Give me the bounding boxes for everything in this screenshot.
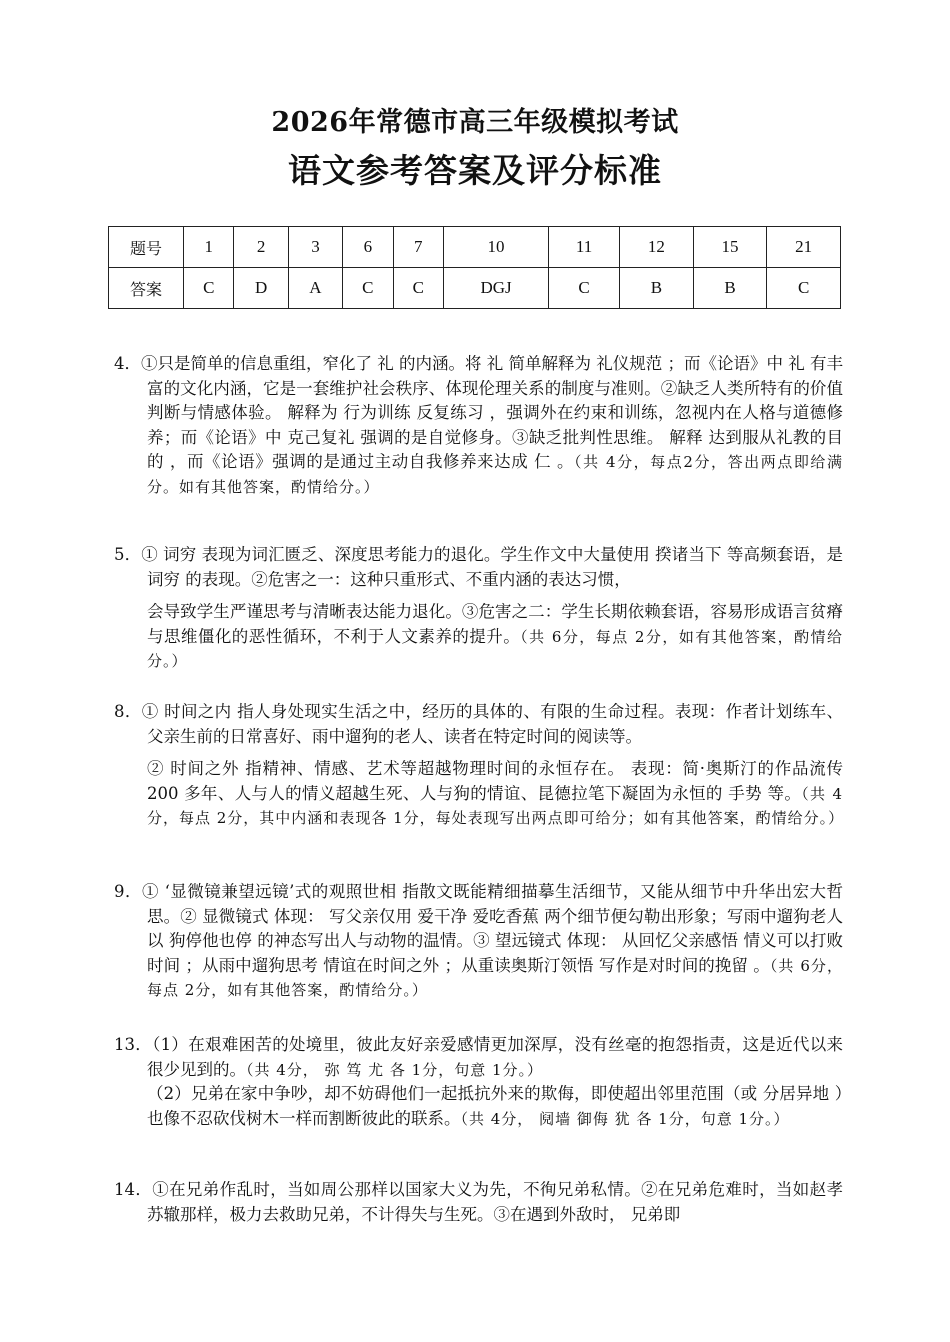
row-label-question: 题号 — [109, 227, 184, 268]
item-text: ② 时间之外 指精神、情感、艺术等超越物理时间的永恒存在。 表现：简·奥斯汀的作品流传 200 多年、人与人的情义超越生死、人与狗的情谊、昆德拉笔下凝固为永恒的 手势 等。（共 4分，每点 2分，其中内涵和表现各 1分，每处表现写出两点即可给分；如有其他答案，酌情给分。） — [147, 759, 845, 827]
answer-item-5 — [108, 543, 843, 674]
answer-item-13 — [108, 1033, 843, 1131]
table-cell: 15 — [693, 227, 767, 268]
table-cell: 10 — [444, 227, 549, 268]
item-text: 4．①只是简单的信息重组，窄化了 礼 的内涵。将 礼 简单解释为 礼仪规范 ；而《论语》中 礼 有丰富的文化内涵，它是一套维护社会秩序、体现伦理关系的制度与准则。②缺乏人类所特有的价值判断与情感体验。 解释为 行为训练 反复练习 ，强调外在约束和训练，忽视内在人格与道德修养；而《论语》中 克己复礼 强调的是自觉修身。③缺乏批判性思维。 解释 达到服从礼教的目的 ，而《论语》强调的是通过主动自我修养来达成 仁 。（共 4分，每点2分，答出两点即给满分。如有其他答案，酌情给分。） — [114, 354, 843, 496]
table-cell: B — [693, 268, 767, 309]
table-cell: 6 — [343, 227, 393, 268]
table-cell: DGJ — [444, 268, 549, 309]
table-cell: C — [343, 268, 393, 309]
item-text: 会导致学生严谨思考与清晰表达能力退化。③危害之二：学生长期依赖套语，容易形成语言贫瘠与思维僵化的恶性循环，不利于人文素养的提升。（共 6分，每点 2分，如有其他答案，酌情给分。） — [147, 602, 844, 670]
table-cell: C — [393, 268, 443, 309]
table-cell: 21 — [767, 227, 841, 268]
item-text: 9．① ‘显微镜兼望远镜’式的观照世相 指散文既能精细描摹生活细节，又能从细节中升华出宏大哲思。② 显微镜式 体现： 写父亲仅用 爱干净 爱吃香蕉 两个细节便勾勒出形象；写雨中遛狗老人以 狗停他也停 的神态写出人与动物的温情。③ 望远镜式 体现： 从回忆父亲感悟 情义可以打败时间 ；从雨中遛狗思考 情谊在时间之外 ；从重读奥斯汀领悟 写作是对时间的挽留 。（共 6分，每点 2分，如有其他答案，酌情给分。） — [114, 882, 843, 999]
scoring-note: （共 6分，每点 2分，如有其他答案，酌情给分。） — [147, 627, 844, 670]
answer-item-8 — [108, 700, 843, 831]
item-text: 5．① 词穷 表现为词汇匮乏、深度思考能力的退化。学生作文中大量使用 揆诸当下 等高频套语，是 词穷 的表现。②危害之一：这种只重形式、不重内涵的表达习惯， — [114, 545, 844, 589]
table-row — [109, 227, 841, 268]
answer-item-14 — [108, 1178, 843, 1227]
scoring-note: （共 4分， 阋墙 御侮 犹 各 1分，句意 1分。） — [460, 1109, 790, 1128]
item-number: 13． — [114, 1035, 153, 1054]
table-cell: 3 — [288, 227, 342, 268]
table-cell: 11 — [549, 227, 620, 268]
item-number: 4． — [114, 354, 141, 373]
table-cell: 12 — [620, 227, 694, 268]
item-number: 14． — [114, 1180, 153, 1199]
table-cell: 7 — [393, 227, 443, 268]
table-cell: C — [184, 268, 234, 309]
answer-item-9 — [108, 880, 843, 1003]
scoring-note: （共 4分，每点2分，答出两点即给满分。如有其他答案，酌情给分。） — [147, 453, 843, 496]
scoring-note: （共 4分，每点 2分，其中内涵和表现各 1分，每处表现写出两点即可给分；如有其他答案，酌情给分。） — [147, 784, 845, 827]
item-text: 14．①在兄弟作乱时，当如周公那样以国家大义为先，不徇兄弟私情。②在兄弟危难时，当如赵孝苏辙那样，极力去救助兄弟，不计得失与生死。③在遇到外敌时， 兄弟即 — [114, 1180, 844, 1224]
scoring-note: （共 6分，每点 2分，如有其他答案，酌情给分。） — [147, 956, 843, 999]
row-label-answer: 答案 — [109, 268, 184, 309]
table-cell: C — [549, 268, 620, 309]
item-number: 5． — [114, 545, 142, 564]
table-cell: B — [620, 268, 694, 309]
item-text: 8．① 时间之内 指人身处现实生活之中，经历的具体的、有限的生命过程。表现：作者计划练车、父亲生前的日常喜好、雨中遛狗的老人、读者在特定时间的阅读等。 — [114, 702, 843, 746]
scoring-note: （共 4分， 弥 笃 尤 各 1分，句意 1分。） — [246, 1060, 544, 1079]
item-number: 8． — [114, 702, 142, 721]
table-cell: 1 — [184, 227, 234, 268]
answer-item-4 — [108, 352, 843, 499]
table-cell: 2 — [234, 227, 288, 268]
item-text: 13．（1）在艰难困苦的处境里，彼此友好亲爱感情更加深厚，没有丝毫的抱怨指责，这是近代以来很少见到的。（共 4分， 弥 笃 尤 各 1分，句意 1分。） — [114, 1035, 843, 1079]
answer-table — [108, 226, 841, 309]
table-cell: A — [288, 268, 342, 309]
document-subtitle: 语文参考答案及评分标准 — [288, 151, 662, 190]
table-row — [109, 268, 841, 309]
table-cell: D — [234, 268, 288, 309]
item-number: 9． — [114, 882, 142, 901]
table-cell: C — [767, 268, 841, 309]
document-title: 2026年常德市高三年级模拟考试 — [271, 107, 679, 138]
item-text: （2）兄弟在家中争吵，却不妨碍他们一起抵抗外来的欺侮，即使超出邻里范围（或 分居异地 ）也像不忍砍伐树木一样而割断彼此的联系。（共 4分， 阋墙 御侮 犹 各 1分，句意 1分。） — [147, 1084, 843, 1128]
